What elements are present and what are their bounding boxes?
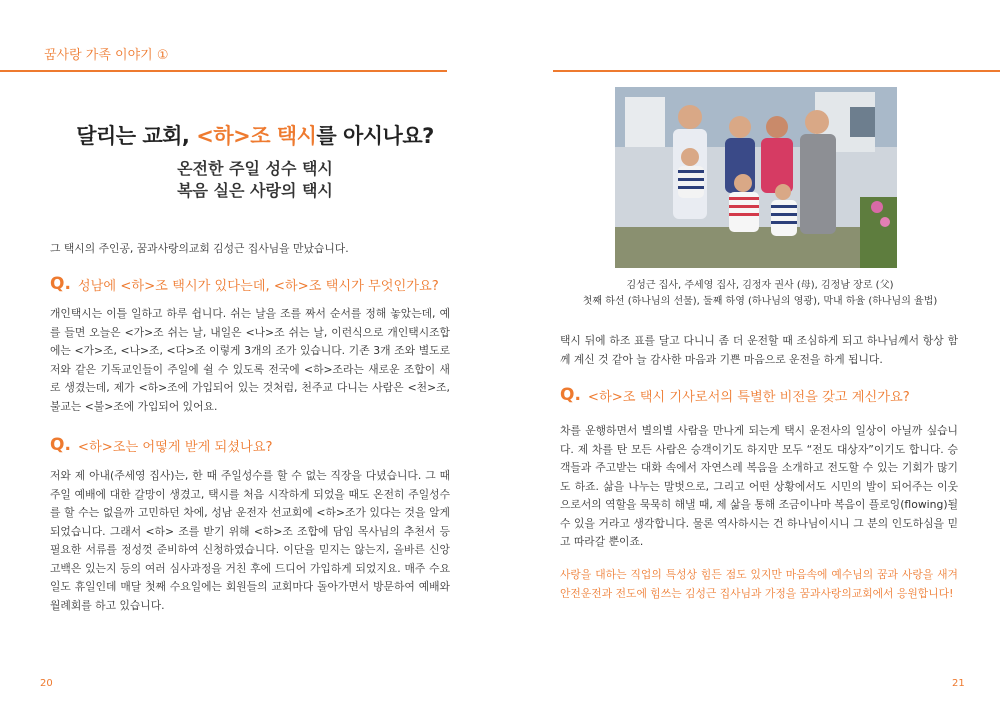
title-post: 를 아시나요? [316,124,434,148]
page-number-right: 21 [952,678,965,689]
article-title [60,120,450,150]
series-title: 꿈사랑 가족 이야기 ① [44,48,169,63]
answer-2-continued: 택시 뒤에 하조 표를 달고 다니니 좀 더 운전할 때 조심하게 되고 하나님께서 항상 함께 계신 것 같아 늘 감사한 마음과 기쁜 마음으로 운전을 하게 됩니다. [560,334,958,366]
q-marker: Q. [50,435,71,455]
question-3 [560,385,910,405]
photo-caption-line-2: 첫째 하선 (하나님의 선물), 둘째 하영 (하나님의 영광), 막내 하율 (하나님의 율법) [582,296,938,307]
answer-1: 개인택시는 이틀 일하고 하루 쉽니다. 쉬는 날을 조를 짜서 순서를 정해 놓았는데, 예를 들면 오늘은 <가>조 쉬는 날, 내일은 <나>조 쉬는 날, 이런식으로 개인택시조합에는 <가>조, <나>조, <다>조 이렇게 3개의 조가 있습니다. 기존 3개 조와 별도로 저와 같은 기독교인들이 주일에 쉴 수 있도록 전국에 <하>조라는 새로운 조합이 새로 생겼는데, 제가 <하>조에 가입되어 있는 것처럼, 천주교 다니는 사람은 <천>조, 불교는 <불>조에 가입되어 있어요. [50,307,450,413]
title-pre: 달리는 교회, [76,124,197,148]
header-rule-right [553,70,1000,72]
page-number-left: 20 [40,678,53,689]
question-2 [50,435,272,455]
q-marker: Q. [50,274,71,294]
title-highlight: <하>조 택시 [196,124,317,148]
answer-2: 저와 제 아내(주세영 집사)는, 한 때 주일성수를 할 수 없는 직장을 다녔습니다. 그 때 주일 예배에 대한 갈망이 생겼고, 택시를 처음 시작하게 되었을 때도 온전히 주일성수를 할 수는 없을까 고민하던 차에, 성남 운전자 선교회에 <하>조가 있다는 것을 알게 되었습니다. 그래서 <하> 조를 받기 위해 <하>조 조합에 담임 목사님의 추천서 등 필요한 서류를 정성껏 준비하여 신청하였습니다. 이단을 믿지는 않는지, 올바른 신앙고백은 있는지 등의 여러 심사과정을 거친 후에 드디어 가입하게 되었지요. 매주 수요일도 휴일인데 매달 첫째 수요일에는 회원들의 교회마다 돌아가면서 방문하여 예배와 월례회를 하고 있습니다. [50,469,450,612]
subtitle-1: 온전한 주일 성수 택시 [177,159,333,178]
question-2-text: <하>조는 어떻게 받게 되셨나요? [77,439,273,455]
question-1-text: 성남에 <하>조 택시가 있다는데, <하>조 택시가 무엇인가요? [77,278,439,294]
question-3-text: <하>조 택시 기사로서의 특별한 비전을 갖고 계신가요? [587,389,910,405]
header-rule-left [0,70,447,72]
family-photo [615,87,897,268]
q-marker: Q. [560,385,581,405]
subtitle-2: 복음 실은 사랑의 택시 [177,181,333,200]
answer-3: 차를 운행하면서 별의별 사람을 만나게 되는게 택시 운전사의 일상이 아닐까 싶습니다. 제 차를 탄 모든 사람은 승객이기도 하지만 모두 “전도 대상자”이기도 합니다. 승객들과 주고받는 대화 속에서 자연스레 복음을 소개하고 전도할 수 있는 기회가 많기도 하죠. 삶을 나누는 말벗으로, 그리고 어떤 상황에서도 시민의 발이 되어주는 이웃으로서의 역할을 묵묵히 해낼 때, 제 삶을 통해 조금이나마 복음이 플로잉(flowing)될 수 있을 거라고 생각합니다. 물론 역사하시는 건 하나님이시니 그 분의 인도하심을 믿고 따라갈 뿐이죠. [560,424,959,548]
intro-paragraph: 그 택시의 주인공, 꿈과사랑의교회 김성근 집사님을 만났습니다. [50,242,349,255]
family-photo-illustration [615,87,897,268]
closing-paragraph: 사랑을 대하는 직업의 특성상 힘든 점도 있지만 마음속에 예수님의 꿈과 사랑을 새겨 안전운전과 전도에 힘쓰는 김성근 집사님과 가정을 꿈과사랑의교회에서 응원합니다! [560,568,958,600]
photo-caption-line-1: 김성근 집사, 주세영 집사, 김정자 권사 (母), 김정남 장로 (父) [626,280,894,291]
question-1 [50,274,439,294]
